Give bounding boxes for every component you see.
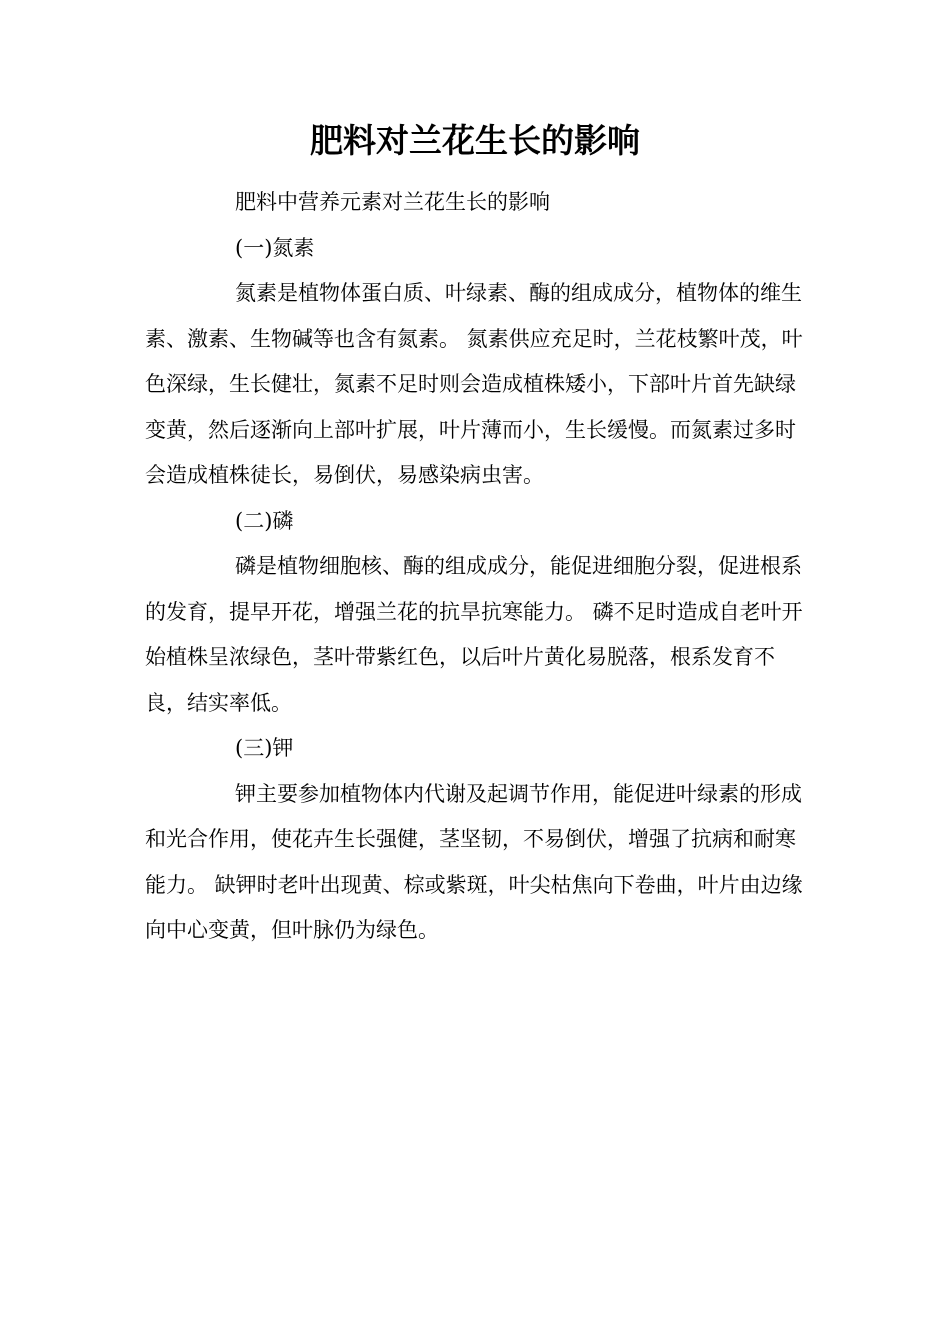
section-heading-nitrogen: (一)氮素 [235,235,315,260]
section-paragraph-nitrogen: 氮素是植物体蛋白质、叶绿素、酶的组成成分，植物体的维生素、激素、生物碱等也含有氮素。 氮素供应充足时，兰花枝繁叶茂，叶色深绿，生长健壮，氮素不足时则会造成植株矮小，下部叶片首先缺绿变黄，然后逐渐向上部叶扩展，叶片薄而小，生长缓慢。而氮素过多时会造成植株徒长，易倒伏，易感染病虫害。 [145,281,803,487]
section-heading-phosphorus: (二)磷 [235,508,294,533]
section-paragraph-phosphorus: 磷是植物细胞核、酶的组成成分，能促进细胞分裂，促进根系的发育，提早开花，增强兰花的抗旱抗寒能力。 磷不足时造成自老叶开始植株呈浓绿色，茎叶带紫红色，以后叶片黄化易脱落，根系发育不良，结实率低。 [145,554,803,715]
section-paragraph-potassium: 钾主要参加植物体内代谢及起调节作用，能促进叶绿素的形成和光合作用，使花卉生长强健，茎坚韧，不易倒伏，增强了抗病和耐寒能力。 缺钾时老叶出现黄、棕或紫斑，叶尖枯焦向下卷曲，叶片由边缘向中心变黄，但叶脉仍为绿色。 [145,781,803,942]
document-body [145,180,810,954]
document-title: 肥料对兰花生长的影响 [310,121,640,160]
section-heading-potassium: (三)钾 [235,736,294,760]
subtitle: 肥料中营养元素对兰花生长的影响 [235,190,550,214]
